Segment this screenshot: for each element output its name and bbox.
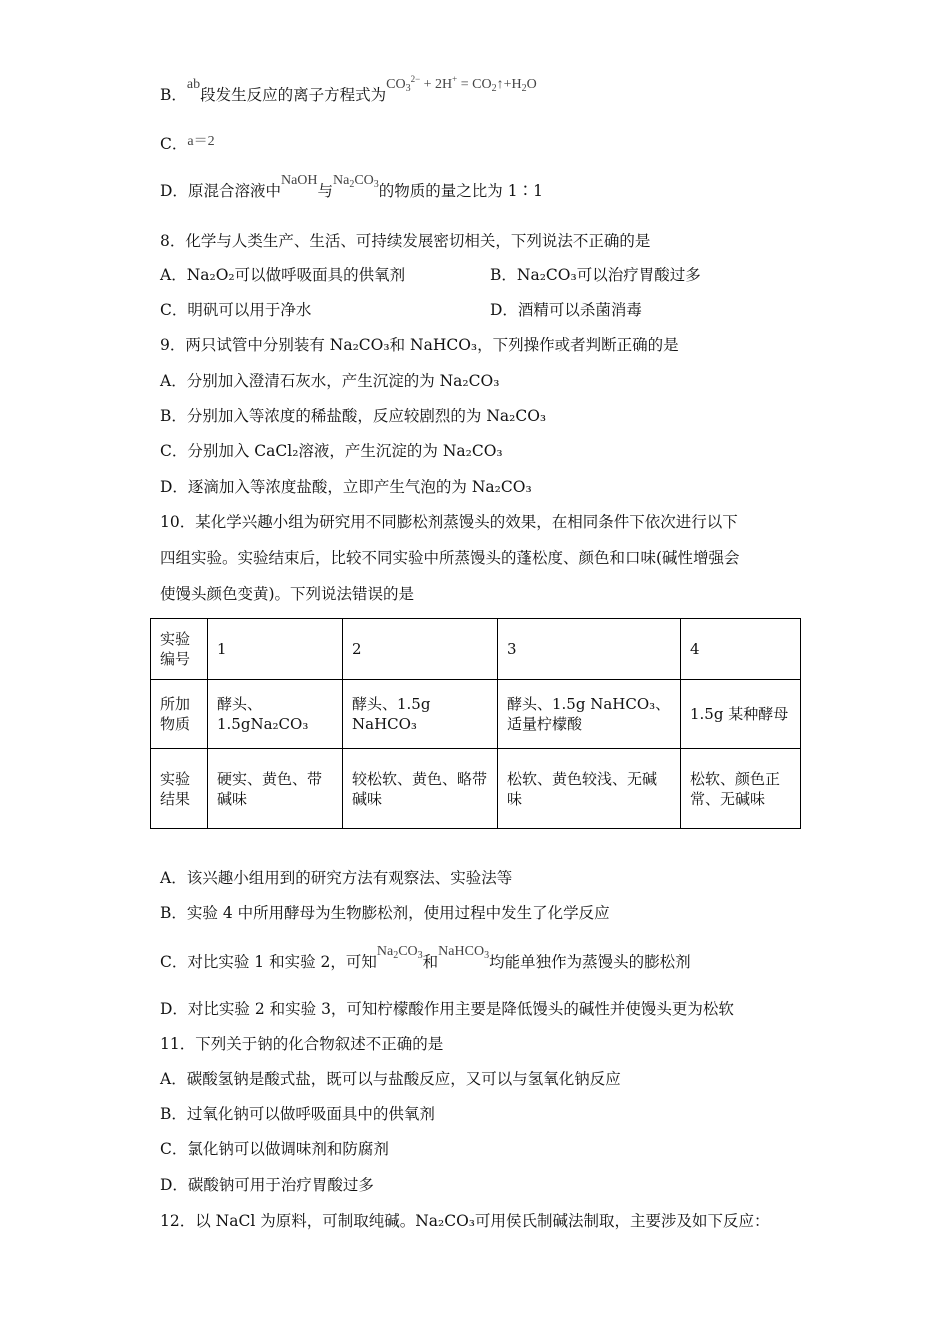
- q10-stem-line2: 四组实验。实验结束后，比较不同实验中所蒸馒头的蓬松度、颜色和口味(碱性增强会: [160, 549, 740, 567]
- table-cell: 4: [681, 619, 801, 680]
- table-row: [151, 619, 801, 680]
- q11-option-b: B．过氧化钠可以做呼吸面具中的供氧剂: [160, 1105, 435, 1123]
- naoh-formula: NaOH: [280, 173, 318, 188]
- na2co3-formula: $Na_2CO_3$: [333, 173, 379, 190]
- q8-stem: 8．化学与人类生产、生活、可持续发展密切相关，下列说法不正确的是: [160, 232, 651, 250]
- q10-option-a: A．该兴趣小组用到的研究方法有观察法、实验法等: [160, 869, 513, 887]
- nahco3-formula: NaHCO$_3$: [438, 944, 490, 961]
- q9-option-b: B．分别加入等浓度的稀盐酸，反应较剧烈的为 Na₂CO₃: [160, 407, 547, 425]
- table-cell: 1.5g 某种酵母: [681, 680, 801, 749]
- q7-option-b: B．ab段发生反应的离子方程式为$CO_3^{2-} + 2H^+$ = $CO_2↑+H_2O$: [160, 74, 537, 104]
- q9-option-a: A．分别加入澄清石灰水，产生沉淀的为 Na₂CO₃: [160, 372, 500, 390]
- q8-option-a: A．Na₂O₂可以做呼吸面具的供氧剂: [160, 266, 406, 284]
- ab-segment-formula: ab: [186, 77, 201, 92]
- na2co3-formula: $Na_2CO_3$: [376, 944, 423, 961]
- table-row: [151, 680, 801, 749]
- row-header: 所加物质: [151, 680, 208, 749]
- q11-option-d: D．碳酸钠可用于治疗胃酸过多: [160, 1176, 374, 1194]
- q11-option-c: C．氯化钠可以做调味剂和防腐剂: [160, 1140, 389, 1158]
- row-header: 实验结果: [151, 749, 208, 829]
- table-cell: 较松软、黄色、略带碱味: [343, 749, 498, 829]
- q9-stem: 9．两只试管中分别装有 Na₂CO₃和 NaHCO₃，下列操作或者判断正确的是: [160, 336, 679, 354]
- experiment-table: [150, 618, 801, 829]
- table-cell: 松软、颜色正常、无碱味: [681, 749, 801, 829]
- q8-option-b: B．Na₂CO₃可以治疗胃酸过多: [490, 266, 701, 284]
- q9-option-c: C．分别加入 CaCl₂溶液，产生沉淀的为 Na₂CO₃: [160, 442, 503, 460]
- q10-option-d: D．对比实验 2 和实验 3，可知柠檬酸作用主要是降低馒头的碱性并使馒头更为松软: [160, 1000, 734, 1018]
- table-cell: 2: [343, 619, 498, 680]
- table-cell: 酵头、1.5g NaHCO₃: [343, 680, 498, 749]
- row-header: 实验编号: [151, 619, 208, 680]
- q8-option-c: C．明矾可以用于净水: [160, 301, 312, 319]
- q10-option-c: C．对比实验 1 和实验 2，可知$Na_2CO_3$和NaHCO$_3$均能单独作为蒸馒头的膨松剂: [160, 944, 691, 971]
- table-cell: 硬实、黄色、带碱味: [208, 749, 343, 829]
- q8-option-d: D．酒精可以杀菌消毒: [490, 301, 642, 319]
- table-row: [151, 749, 801, 829]
- q7-option-c: C．a＝2: [160, 134, 215, 153]
- q10-option-b: B．实验 4 中所用酵母为生物膨松剂，使用过程中发生了化学反应: [160, 904, 610, 922]
- table-cell: 酵头、1.5gNa₂CO₃: [208, 680, 343, 749]
- table-cell: 1: [208, 619, 343, 680]
- q9-option-d: D．逐滴加入等浓度盐酸，立即产生气泡的为 Na₂CO₃: [160, 478, 532, 496]
- q12-stem: 12．以 NaCl 为原料，可制取纯碱。Na₂CO₃可用侯氏制碱法制取，主要涉及如下反应：: [160, 1212, 770, 1230]
- table-cell: 3: [498, 619, 681, 680]
- q7-option-d: D．原混合溶液中NaOH与$Na_2CO_3$的物质的量之比为 1∶1: [160, 173, 543, 200]
- table-cell: 酵头、1.5g NaHCO₃、适量柠檬酸: [498, 680, 681, 749]
- q10-stem-line3: 使馒头颜色变黄)。下列说法错误的是: [160, 585, 415, 603]
- table-cell: 松软、黄色较浅、无碱味: [498, 749, 681, 829]
- q11-stem: 11．下列关于钠的化合物叙述不正确的是: [160, 1035, 444, 1053]
- q10-stem-line1: 10．某化学兴趣小组为研究用不同膨松剂蒸馒头的效果，在相同条件下依次进行以下: [160, 513, 738, 531]
- ionic-equation: $CO_3^{2-} + 2H^+$ = $CO_2↑+H_2O$: [386, 74, 537, 94]
- q11-option-a: A．碳酸氢钠是酸式盐，既可以与盐酸反应，又可以与氢氧化钠反应: [160, 1070, 621, 1088]
